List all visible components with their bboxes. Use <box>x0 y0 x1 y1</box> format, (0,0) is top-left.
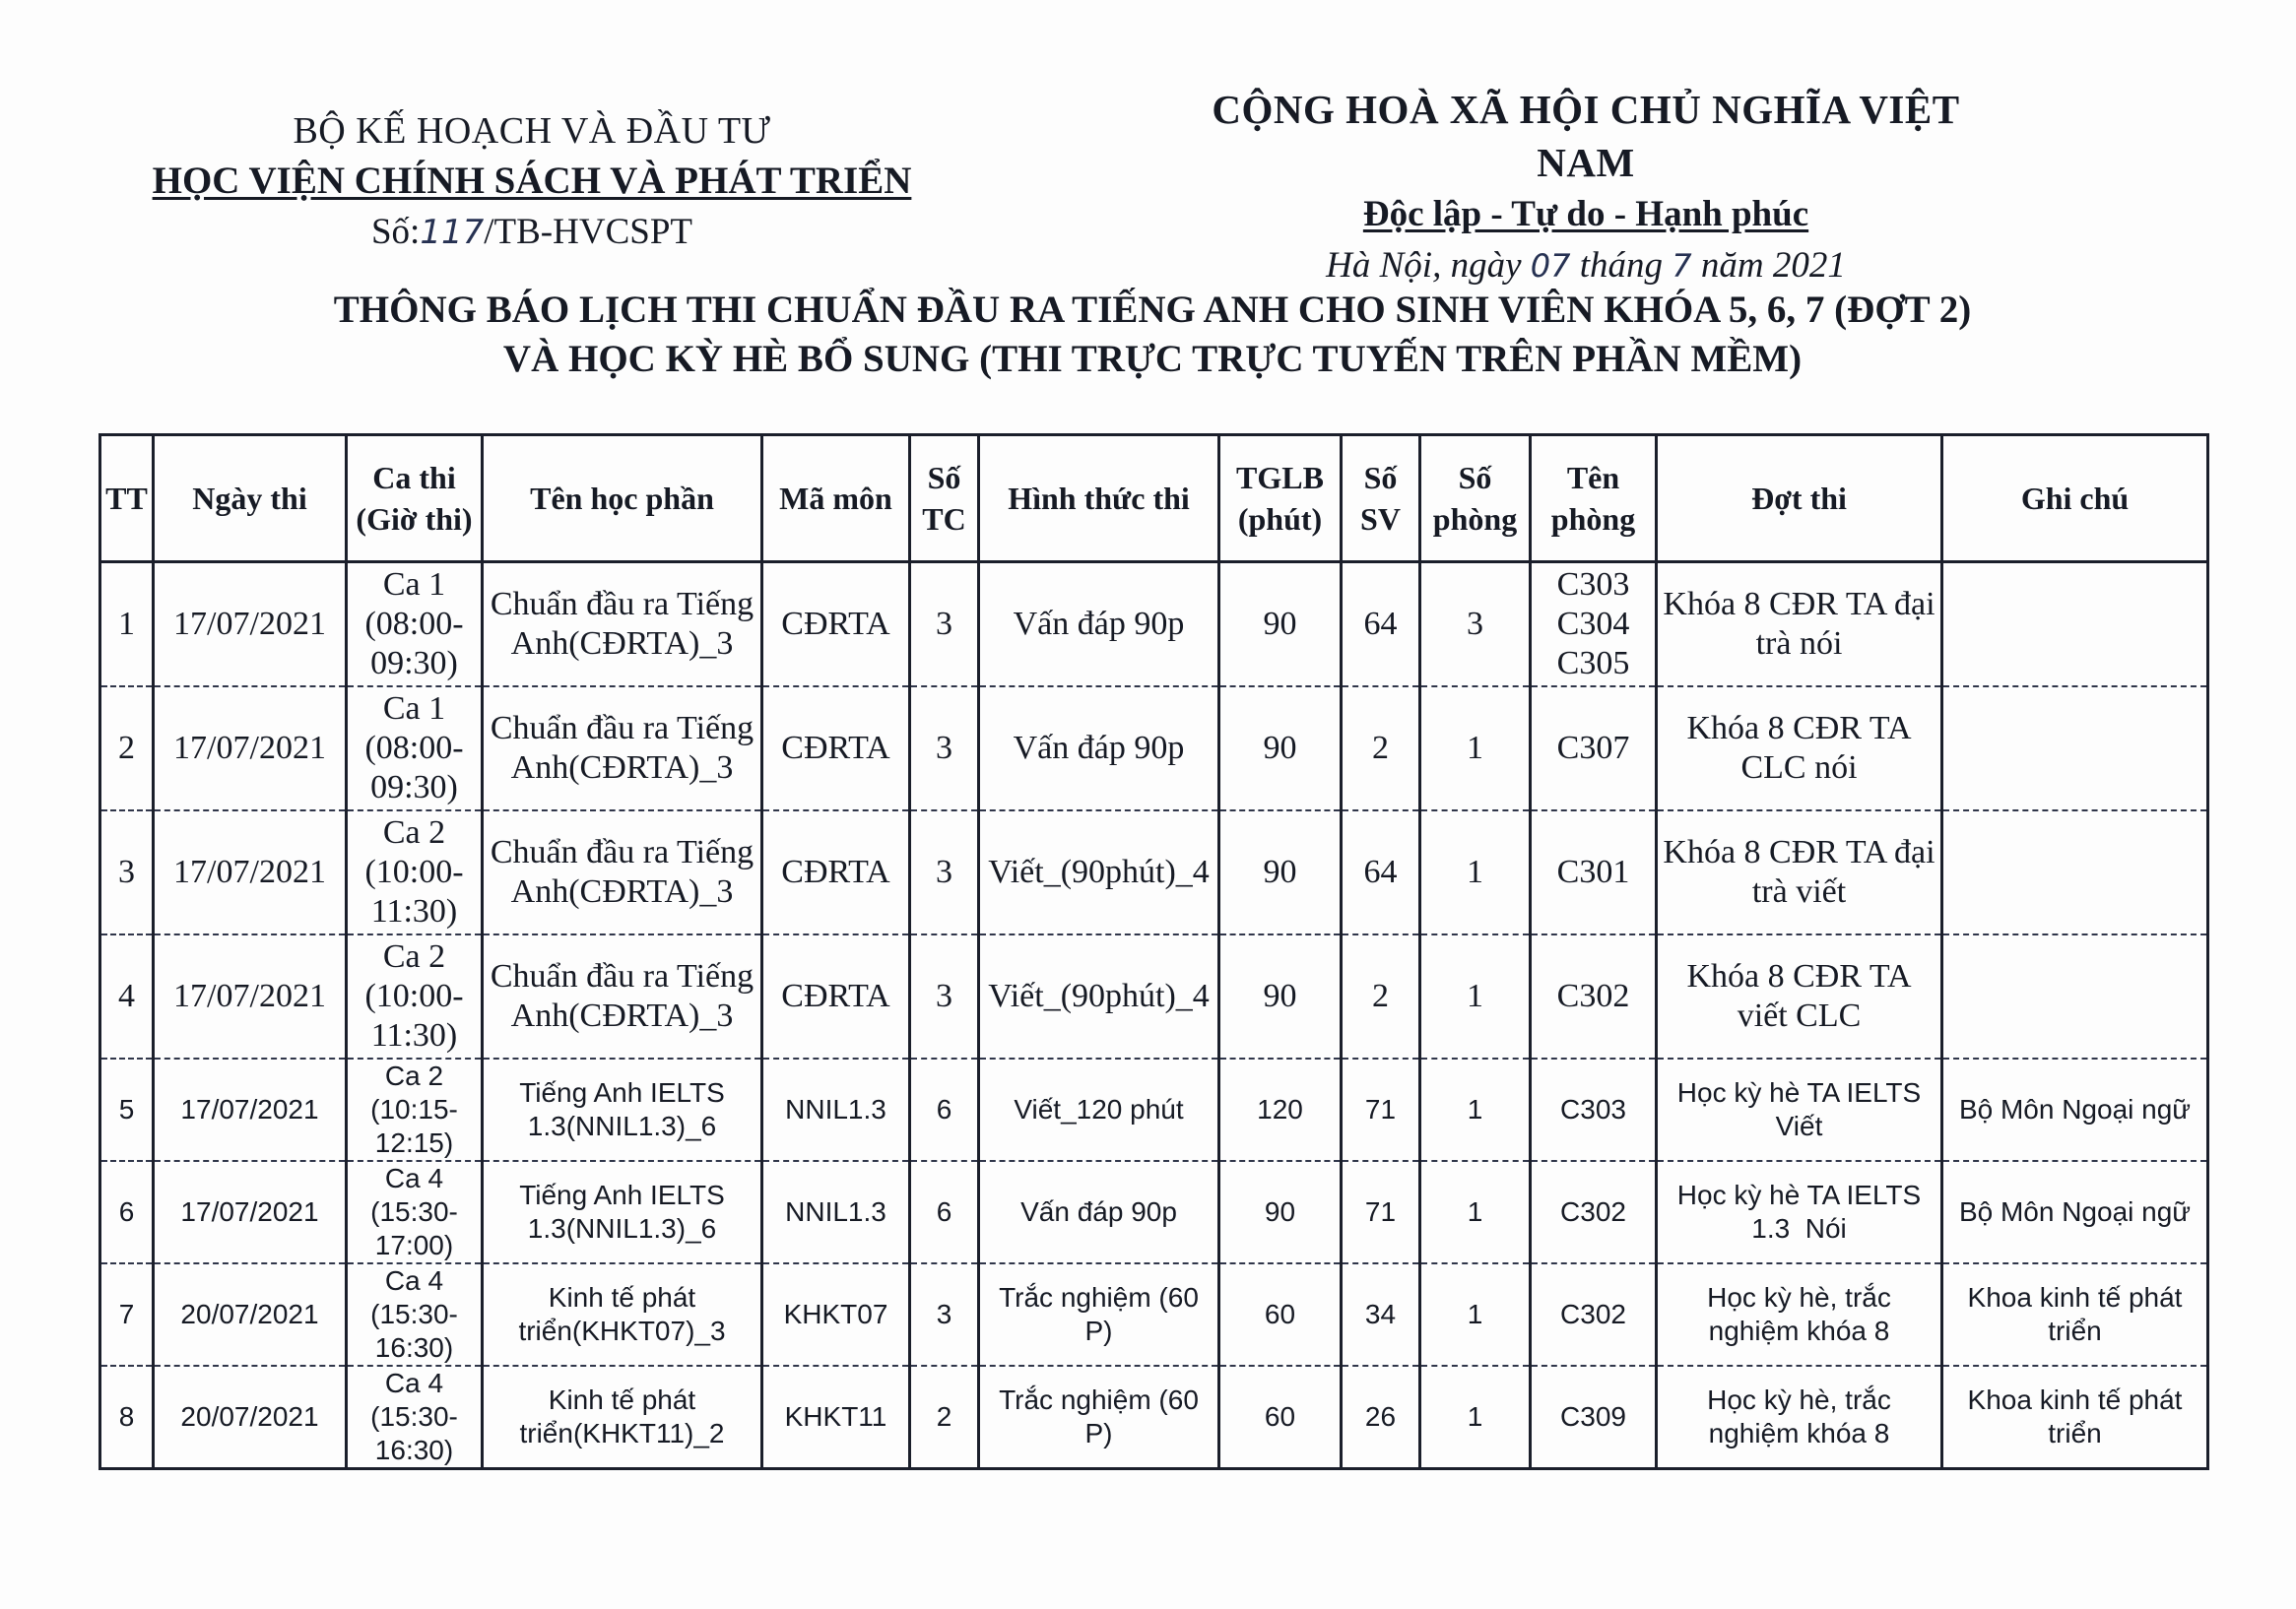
cell-course-line2: Anh(CĐRTA)_3 <box>510 625 734 662</box>
date-month-label: tháng <box>1570 245 1673 286</box>
cell-credits: 2 <box>910 1366 979 1469</box>
cell-format: Viết_120 phút <box>979 1059 1219 1161</box>
cell-rooms: 3 <box>1420 562 1531 687</box>
header-ghi-chu: Ghi chú <box>1942 435 2208 562</box>
header-ma-mon: Mã môn <box>762 435 910 562</box>
table-row <box>100 934 2208 1059</box>
cell-round <box>1657 562 1942 687</box>
cell-format <box>979 1263 1219 1366</box>
cell-round-line1: Học kỳ hè, trắc <box>1707 1282 1891 1313</box>
header-ca-thi-line1: Ca thi <box>372 460 456 495</box>
cell-round-line1: Khóa 8 CĐR TA đại <box>1663 586 1935 622</box>
cell-room-names <box>1531 1263 1657 1366</box>
header-tglb <box>1219 435 1342 562</box>
cell-course-line2: 1.3(NNIL1.3)_6 <box>527 1111 717 1141</box>
cell-course-line2: Anh(CĐRTA)_3 <box>510 873 734 910</box>
header-tglb-line1: TGLB <box>1236 460 1324 495</box>
header-so-phong-line1: Số <box>1458 460 1492 495</box>
cell-round <box>1657 686 1942 810</box>
cell-students: 71 <box>1342 1059 1420 1161</box>
cell-course-line2: triển(KHKT07)_3 <box>518 1316 726 1346</box>
notice-title <box>197 286 2108 384</box>
table-row <box>100 686 2208 810</box>
header-ten-phong <box>1531 435 1657 562</box>
cell-students: 64 <box>1342 562 1420 687</box>
cell-duration: 90 <box>1219 1161 1342 1263</box>
cell-round <box>1657 1263 1942 1366</box>
cell-duration: 90 <box>1219 562 1342 687</box>
header-so-tc-line2: TC <box>922 501 966 537</box>
cell-shift-time-end: 11:30) <box>370 893 458 930</box>
cell-round-line2: Viết <box>1775 1111 1823 1141</box>
cell-shift-time-start: (15:30- <box>370 1401 458 1432</box>
cell-note-line1: Khoa kinh tế phát <box>1967 1282 2183 1313</box>
issuing-agency-block <box>148 106 916 258</box>
cell-room-names <box>1531 1366 1657 1469</box>
cell-shift-time-end: 09:30) <box>370 645 458 681</box>
cell-duration: 90 <box>1219 934 1342 1059</box>
cell-course-line1: Chuẩn đầu ra Tiếng <box>490 958 754 995</box>
cell-shift-name: Ca 4 <box>384 1265 444 1296</box>
cell-code: CĐRTA <box>762 934 910 1059</box>
cell-course <box>483 1263 762 1366</box>
cell-course <box>483 810 762 934</box>
cell-code: CĐRTA <box>762 562 910 687</box>
cell-students: 26 <box>1342 1366 1420 1469</box>
cell-room-name: C305 <box>1556 645 1630 681</box>
cell-students: 71 <box>1342 1161 1420 1263</box>
cell-shift-time-end: 17:00) <box>374 1230 454 1260</box>
cell-room-names <box>1531 934 1657 1059</box>
cell-code: NNIL1.3 <box>762 1161 910 1263</box>
cell-shift-time-start: (10:00- <box>364 978 464 1014</box>
cell-round <box>1657 810 1942 934</box>
cell-credits: 6 <box>910 1059 979 1161</box>
cell-round-line2: nghiệm khóa 8 <box>1708 1418 1890 1448</box>
cell-room-names <box>1531 686 1657 810</box>
cell-course-line1: Kinh tế phát <box>548 1282 696 1313</box>
cell-round <box>1657 1366 1942 1469</box>
cell-shift-time-start: (08:00- <box>364 606 464 642</box>
date-place: Hà Nội, ngày <box>1326 245 1531 286</box>
cell-rooms: 1 <box>1420 1161 1531 1263</box>
cell-tt: 2 <box>100 686 154 810</box>
table-row <box>100 1263 2208 1366</box>
cell-shift-name: Ca 4 <box>384 1163 444 1193</box>
table-row <box>100 1059 2208 1161</box>
cell-duration: 60 <box>1219 1366 1342 1469</box>
date-day-handwritten: 07 <box>1530 247 1571 285</box>
cell-date: 17/07/2021 <box>154 562 347 687</box>
cell-course-line1: Tiếng Anh IELTS <box>519 1180 725 1210</box>
cell-round-line1: Học kỳ hè TA IELTS <box>1676 1077 1922 1108</box>
cell-note <box>1942 1059 2208 1161</box>
cell-course-line1: Tiếng Anh IELTS <box>519 1077 725 1108</box>
cell-round-line1: Khóa 8 CĐR TA đại <box>1663 834 1935 870</box>
cell-course-line2: Anh(CĐRTA)_3 <box>510 998 734 1034</box>
cell-code: KHKT11 <box>762 1366 910 1469</box>
cell-note <box>1942 1263 2208 1366</box>
cell-rooms: 1 <box>1420 1263 1531 1366</box>
cell-format: Vấn đáp 90p <box>979 686 1219 810</box>
cell-tt: 4 <box>100 934 154 1059</box>
header-so-sv <box>1342 435 1420 562</box>
cell-course-line1: Chuẩn đầu ra Tiếng <box>490 710 754 746</box>
cell-course-line2: triển(KHKT11)_2 <box>519 1418 725 1448</box>
cell-note <box>1942 562 2208 687</box>
cell-room-name: C302 <box>1560 1299 1626 1329</box>
cell-shift <box>347 562 483 687</box>
cell-duration: 90 <box>1219 686 1342 810</box>
cell-round-line2: viết CLC <box>1737 998 1862 1034</box>
cell-format: Vấn đáp 90p <box>979 562 1219 687</box>
date-month-handwritten: 7 <box>1672 247 1692 285</box>
header-so-phong <box>1420 435 1531 562</box>
cell-format: Viết_(90phút)_4 <box>979 934 1219 1059</box>
cell-shift-name: Ca 4 <box>384 1368 444 1398</box>
cell-note <box>1942 1161 2208 1263</box>
cell-round-line1: Khóa 8 CĐR TA <box>1686 958 1912 995</box>
header-ten-hoc-phan: Tên học phần <box>483 435 762 562</box>
header-tglb-line2: (phút) <box>1237 501 1323 537</box>
cell-room-names <box>1531 562 1657 687</box>
cell-note <box>1942 686 2208 810</box>
cell-room-name: C303 <box>1556 566 1630 603</box>
cell-course-line1: Chuẩn đầu ra Tiếng <box>490 834 754 870</box>
cell-note-line1: Bộ Môn Ngoại ngữ <box>1958 1196 2192 1227</box>
cell-shift <box>347 1366 483 1469</box>
cell-round-line2: trà nói <box>1755 625 1843 662</box>
cell-credits: 6 <box>910 1161 979 1263</box>
cell-code: NNIL1.3 <box>762 1059 910 1161</box>
cell-room-names <box>1531 810 1657 934</box>
cell-course-line2: 1.3(NNIL1.3)_6 <box>527 1213 717 1244</box>
header-so-sv-line1: Số <box>1363 460 1398 495</box>
cell-room-name: C302 <box>1556 978 1630 1014</box>
cell-duration: 60 <box>1219 1263 1342 1366</box>
cell-shift-time-end: 09:30) <box>370 769 458 805</box>
exam-schedule-table <box>98 433 2209 1470</box>
cell-note-line1: Bộ Môn Ngoại ngữ <box>1958 1094 2192 1125</box>
doc-number-suffix: /TB-HVCSPT <box>484 212 693 252</box>
cell-rooms: 1 <box>1420 1059 1531 1161</box>
cell-round-line2: nghiệm khóa 8 <box>1708 1316 1890 1346</box>
cell-course <box>483 686 762 810</box>
header-so-sv-line2: SV <box>1360 501 1401 537</box>
cell-students: 2 <box>1342 686 1420 810</box>
doc-number-prefix: Số: <box>370 212 421 252</box>
cell-format: Viết_(90phút)_4 <box>979 810 1219 934</box>
table-row <box>100 562 2208 687</box>
doc-number-handwritten: 117 <box>420 213 485 252</box>
document-number <box>148 207 916 258</box>
cell-format-line2: P) <box>1084 1316 1113 1346</box>
cell-format <box>979 1366 1219 1469</box>
cell-shift-time-start: (10:15- <box>370 1094 458 1125</box>
cell-duration: 90 <box>1219 810 1342 934</box>
cell-room-name: C304 <box>1556 606 1630 642</box>
cell-shift-time-end: 12:15) <box>374 1127 454 1158</box>
header-ngay-thi: Ngày thi <box>154 435 347 562</box>
cell-round <box>1657 1059 1942 1161</box>
cell-rooms: 1 <box>1420 934 1531 1059</box>
cell-shift-time-start: (15:30- <box>370 1196 458 1227</box>
cell-shift-time-start: (15:30- <box>370 1299 458 1329</box>
cell-shift-time-end: 16:30) <box>374 1332 454 1363</box>
cell-course <box>483 1161 762 1263</box>
cell-rooms: 1 <box>1420 810 1531 934</box>
cell-course-line1: Kinh tế phát <box>548 1384 696 1415</box>
cell-round-line2: trà viết <box>1751 873 1847 910</box>
title-line-1: THÔNG BÁO LỊCH THI CHUẨN ĐẦU RA TIẾNG ANH CHO SINH VIÊN KHÓA 5, 6, 7 (ĐỢT 2) <box>333 289 1972 331</box>
cell-note <box>1942 1366 2208 1469</box>
cell-room-name: C309 <box>1560 1401 1626 1432</box>
header-so-tc <box>910 435 979 562</box>
cell-room-name: C301 <box>1556 854 1630 890</box>
cell-date: 17/07/2021 <box>154 810 347 934</box>
header-ten-phong-line1: Tên <box>1566 460 1620 495</box>
cell-code: CĐRTA <box>762 686 910 810</box>
cell-tt: 3 <box>100 810 154 934</box>
cell-note <box>1942 934 2208 1059</box>
cell-round <box>1657 1161 1942 1263</box>
cell-shift-name: Ca 1 <box>382 566 446 603</box>
cell-tt: 6 <box>100 1161 154 1263</box>
cell-round-line2: CLC nói <box>1740 749 1858 786</box>
cell-students: 2 <box>1342 934 1420 1059</box>
cell-round-line1: Học kỳ hè TA IELTS <box>1676 1180 1922 1210</box>
cell-tt: 5 <box>100 1059 154 1161</box>
header-so-phong-line2: phòng <box>1432 501 1518 537</box>
cell-date: 17/07/2021 <box>154 686 347 810</box>
cell-shift-time-start: (08:00- <box>364 730 464 766</box>
table-row <box>100 1161 2208 1263</box>
title-line-2: VÀ HỌC KỲ HÈ BỔ SUNG (THI TRỰC TRỰC TUYẾN TRÊN PHẦN MỀM) <box>502 338 1803 380</box>
cell-credits: 3 <box>910 1263 979 1366</box>
cell-date: 17/07/2021 <box>154 934 347 1059</box>
document-date <box>1162 240 2009 291</box>
cell-shift <box>347 1263 483 1366</box>
table-header-row <box>100 435 2208 562</box>
cell-format-line2: P) <box>1084 1418 1113 1448</box>
cell-code: KHKT07 <box>762 1263 910 1366</box>
cell-shift-time-end: 16:30) <box>374 1435 454 1465</box>
cell-date: 20/07/2021 <box>154 1366 347 1469</box>
cell-duration: 120 <box>1219 1059 1342 1161</box>
cell-shift <box>347 810 483 934</box>
cell-date: 17/07/2021 <box>154 1059 347 1161</box>
cell-shift-time-start: (10:00- <box>364 854 464 890</box>
table-row <box>100 810 2208 934</box>
cell-round-line1: Học kỳ hè, trắc <box>1707 1384 1891 1415</box>
academy-name: HỌC VIỆN CHÍNH SÁCH VÀ PHÁT TRIỂN <box>152 160 912 202</box>
cell-rooms: 1 <box>1420 1366 1531 1469</box>
cell-note <box>1942 810 2208 934</box>
cell-shift <box>347 1161 483 1263</box>
cell-note-line2: triển <box>2048 1316 2102 1346</box>
national-header-block <box>1162 83 2009 291</box>
cell-code: CĐRTA <box>762 810 910 934</box>
cell-course <box>483 562 762 687</box>
cell-students: 64 <box>1342 810 1420 934</box>
cell-shift <box>347 1059 483 1161</box>
cell-course-line2: Anh(CĐRTA)_3 <box>510 749 734 786</box>
cell-date: 20/07/2021 <box>154 1263 347 1366</box>
cell-rooms: 1 <box>1420 686 1531 810</box>
cell-shift-name: Ca 2 <box>384 1061 444 1091</box>
header-ten-phong-line2: phòng <box>1550 501 1636 537</box>
header-tt: TT <box>100 435 154 562</box>
cell-shift-name: Ca 2 <box>382 814 446 851</box>
table-row <box>100 1366 2208 1469</box>
cell-round-line1: Khóa 8 CĐR TA <box>1686 710 1912 746</box>
cell-room-names <box>1531 1161 1657 1263</box>
cell-students: 34 <box>1342 1263 1420 1366</box>
cell-format-line1: Trắc nghiệm (60 <box>999 1384 1199 1415</box>
cell-format: Vấn đáp 90p <box>979 1161 1219 1263</box>
cell-date: 17/07/2021 <box>154 1161 347 1263</box>
cell-note-line2: triển <box>2048 1418 2102 1448</box>
cell-round-line2: 1.3 Nói <box>1751 1213 1847 1244</box>
cell-credits: 3 <box>910 686 979 810</box>
cell-course <box>483 1366 762 1469</box>
country-name: CỘNG HOÀ XÃ HỘI CHỦ NGHĨA VIỆT NAM <box>1212 87 1960 185</box>
cell-room-names <box>1531 1059 1657 1161</box>
national-motto: Độc lập - Tự do - Hạnh phúc <box>1362 194 1809 234</box>
header-ca-thi-line2: (Giờ thi) <box>356 501 473 537</box>
cell-format-line1: Trắc nghiệm (60 <box>999 1282 1199 1313</box>
cell-shift <box>347 686 483 810</box>
cell-room-name: C302 <box>1560 1196 1626 1227</box>
header-hinh-thuc-thi: Hình thức thi <box>979 435 1219 562</box>
header-dot-thi: Đợt thi <box>1657 435 1942 562</box>
cell-credits: 3 <box>910 562 979 687</box>
cell-course <box>483 1059 762 1161</box>
date-year-label: năm 2021 <box>1691 245 1846 286</box>
cell-shift-name: Ca 1 <box>382 690 446 727</box>
cell-course <box>483 934 762 1059</box>
cell-room-name: C303 <box>1560 1094 1626 1125</box>
cell-tt: 7 <box>100 1263 154 1366</box>
cell-shift-name: Ca 2 <box>382 938 446 975</box>
cell-shift-time-end: 11:30) <box>370 1017 458 1054</box>
cell-course-line1: Chuẩn đầu ra Tiếng <box>490 586 754 622</box>
cell-credits: 3 <box>910 934 979 1059</box>
cell-credits: 3 <box>910 810 979 934</box>
cell-shift <box>347 934 483 1059</box>
header-so-tc-line1: Số <box>927 460 961 495</box>
cell-tt: 8 <box>100 1366 154 1469</box>
cell-room-name: C307 <box>1556 730 1630 766</box>
ministry-name: BỘ KẾ HOẠCH VÀ ĐẦU TƯ <box>293 110 771 152</box>
header-ca-thi <box>347 435 483 562</box>
cell-note-line1: Khoa kinh tế phát <box>1967 1384 2183 1415</box>
cell-round <box>1657 934 1942 1059</box>
cell-tt: 1 <box>100 562 154 687</box>
